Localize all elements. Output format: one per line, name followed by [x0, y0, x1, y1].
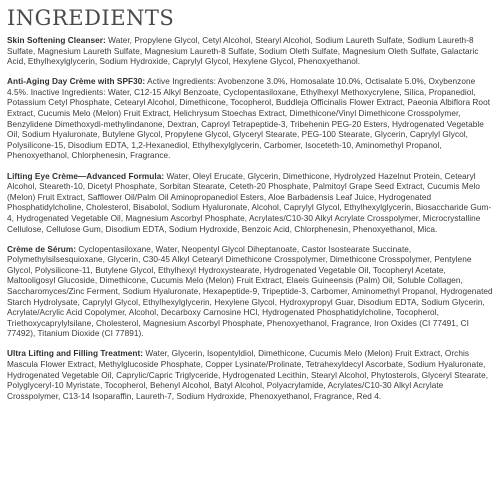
section-heading: Lifting Eye Crème—Advanced Formula:: [7, 171, 165, 181]
section-eye-creme: [7, 172, 493, 236]
section-text: Water, Oleyl Erucate, Glycerin, Dimethicone, Hydrolyzed Hazelnut Protein, Cetearyl Alcohol, Steareth-10, Dicetyl Phosphate, Sorbitan Stearate, Ceteth-20 Phosphate, Palmitoyl Grape Seed Extract, Cucumis Melo (Melon) Fruit Extract, Safflower Oil/Palm Oil Aminopropanediol Esters, Aloe Barbadensis Leaf Juice, Hydrogenated Phosphatidylcholine, Cholesterol, Bisabolol, Sodium Hyaluronate, Alcohol, Caprylyl Glycol, Ethylhexylglycerin, Biosaccharide Gum-4, Hydrogenated Vegetable Oil, Magnesium Ascorbyl Phosphate, Acrylates/C10-30 Alkyl Acrylate Crosspolymer, Microcrystalline Cellulose, Cellulose Gum, Disodium EDTA, Sodium Hydroxide, Benzoic Acid, Chlorphenesin, Phenoxyethanol, Mica.: [7, 171, 492, 234]
section-text: Water, Glycerin, Isopentyldiol, Dimethicone, Cucumis Melo (Melon) Fruit Extract, Orchis Mascula Flower Extract, Methylglucoside Phosphate, Copper Lysinate/Prolinate, Tetrahexyldecyl Ascorbate, Sodium Hyaluronate, Hydrogenated Vegetable Oil, Caprylic/Capric Triglyceride, Hydrogenated Lecithin, Stearyl Alcohol, Phytosterols, Glyceryl Stearate, Polyglyceryl-10 Myristate, Tocopherol, Behenyl Alcohol, Batyl Alcohol, Polyacrylamide, Acrylates/C10-30 Alkyl Acrylate Crosspolymer, C13-14 Isoparaffin, Laureth-7, Sodium Hydroxide, Phenoxyethanol, Fragrance, Red 4.: [7, 349, 489, 401]
section-cleanser: [7, 36, 493, 68]
section-text: Active Ingredients: Avobenzone 3.0%, Homosalate 10.0%, Octisalate 5.0%, Oxybenzone 4.5%. Inactive Ingredients: Water, C12-15 Alkyl Benzoate, Cyclopentasiloxane, Ethylhexyl Methoxycrylene, Silica, Propanediol, Potassium Cetyl Phosphate, Cetearyl Alcohol, Dimethicone, Tocopherol, Buddleja Officinalis Flower Extract, Paeonia Albiflora Root Extract, Cucumis Melo (Melon) Fruit Extract, Helichrysum Stoechas Extract, Dimethicone/Vinyl Dimethicone Crosspolymer, Benzylidene Dimethoxydi-methylindanone, Dextran, Caproyl Tetrapeptide-3, Tribehenin PEG-20 Esters, Hydrogenated Vegetable Oil, Sodium Hyaluronate, Butylene Glycol, Propylene Glycol, Glyceryl Stearate, PEG-100 Stearate, Glycerin, Caprylyl Glycol, Polysilicone-15, Disodium EDTA, 1,2-Hexanediol, Ethylhexylglycerin, Carbomer, Isoceteth-10, Aminomethyl Propanol, Phenoxyethanol, Chlorphenesin, Fragrance.: [7, 77, 491, 161]
section-text: Water, Propylene Glycol, Cetyl Alcohol, Stearyl Alcohol, Sodium Laureth Sulfate, Sodium Laureth-8 Sulfate, Magnesium Laureth Sulfate, Magnesium Laureth-8 Sulfate, Sodium Oleth Sulfate, Magnesium Oleth Sulfate, Galactaric Acid, Ethylhexylglycerin, Sodium Hydroxide, Caprylyl Glycol, Hexylene Glycol, Phenoxyethanol.: [7, 36, 479, 67]
page-title: INGREDIENTS: [7, 6, 175, 30]
section-heading: Anti-Aging Day Crème with SPF30:: [7, 77, 146, 87]
section-lifting-treatment: [7, 349, 493, 402]
section-heading: Crème de Sérum:: [7, 244, 77, 254]
section-heading: Skin Softening Cleanser:: [7, 36, 106, 45]
section-day-creme: [7, 77, 493, 162]
section-creme-de-serum: [7, 245, 493, 340]
section-heading: Ultra Lifting and Filling Treatment:: [7, 349, 144, 359]
section-text: Cyclopentasiloxane, Water, Neopentyl Glycol Diheptanoate, Castor Isostearate Succinate, Polymethylsilsesquioxane, Glycerin, C30-45 Alkyl Cetearyl Dimethicone Crosspolymer, Dimethicone Crosspolymer, Pentylene Glycol, Polysilicone-11, Butylene Glycol, Ethylhexyl Hydroxystearate, Hydrogenated Vegetable Oil, Tocopheryl Acetate, Maltooligosyl Glucoside, Dimethicone, Cucumis Melo (Melon) Fruit Extract, Elaeis Guineensis (Palm) Oil, Soluble Collagen, Saccharomyces/Zinc Ferment, Sodium Hyaluronate, Hexapeptide-9, Tripeptide-3, Carbomer, Aminomethyl Propanol, Hydrogenated Starch Hydrolysate, Caprylyl Glycol, Ethylhexylglycerin, Hexylene Glycol, Hydroxypropyl Guar, Disodium EDTA, Sodium Glycerin, Acrylate/Acrylic Acid Copolymer, Alcohol, Decarboxy Carnosine HCl, Hydrogenated Phosphatidylcholine, Tocopherol, Triethoxycaprylylsilane, Cholesterol, Magnesium Ascorbyl Phosphate, Phenoxyethanol, Fragrance, Iron Oxides (CI 77491, CI 77492), Titanium Dioxide (CI 77891).: [7, 244, 493, 339]
